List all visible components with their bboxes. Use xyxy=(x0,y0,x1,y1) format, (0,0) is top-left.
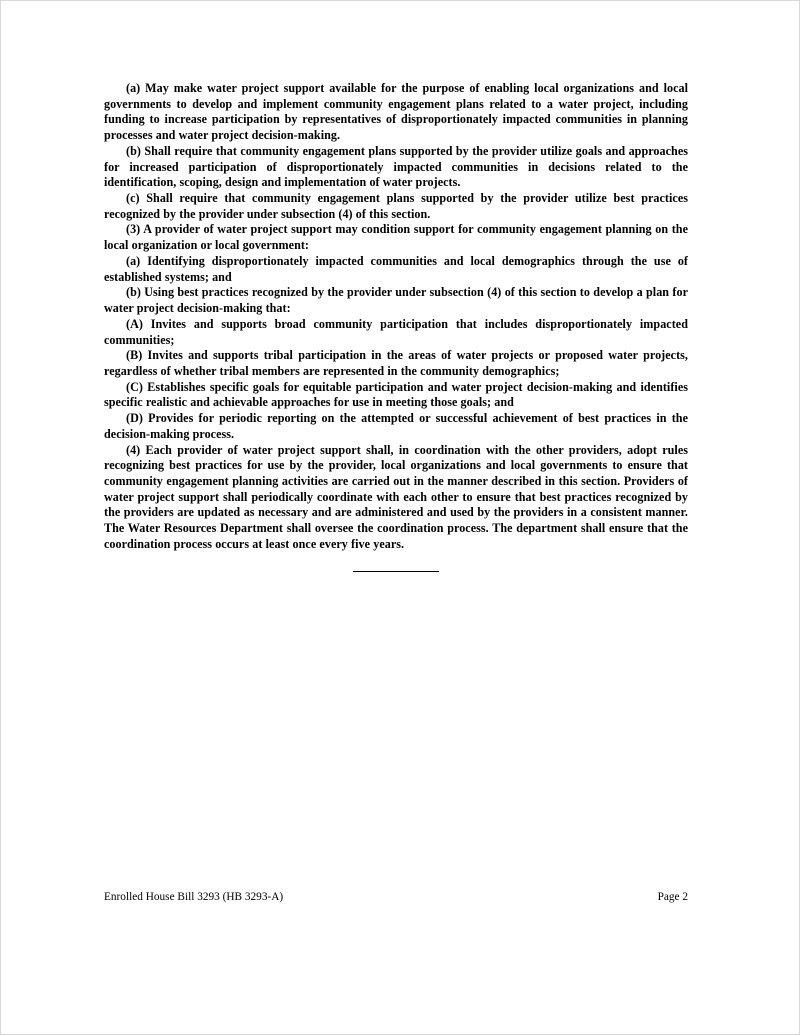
footer-bill-title: Enrolled House Bill 3293 (HB 3293-A) xyxy=(104,891,284,903)
paragraph: (b) Using best practices recognized by the provider under subsection (4) of this section to develop a plan for water project decision-making that: xyxy=(104,285,688,316)
paragraph: (D) Provides for periodic reporting on the attempted or successful achievement of best practices in the decision-making process. xyxy=(104,411,688,441)
footer-page-number: Page 2 xyxy=(657,891,688,903)
paragraph: (4) Each provider of water project support shall, in coordination with the other providers, adopt rules recognizing best practices for use by the provider, local organizations and local governments to ensure that community engagement planning activities are carried out in the manner described in this section. Providers of water project support shall periodically coordinate with each other to ensure that best practices recognized by the providers are updated as necessary and are administered and used by the providers in a consistent manner. The Water Resources Department shall oversee the coordination process. The department shall ensure that the coordination process occurs at least once every five years. xyxy=(104,442,688,551)
section-divider xyxy=(104,563,688,581)
paragraph: (a) Identifying disproportionately impacted communities and local demographics through the use of established systems; and xyxy=(104,253,688,284)
paragraph: (c) Shall require that community engagement plans supported by the provider utilize best practices recognized by the provider under subsection (4) of this section. xyxy=(104,191,688,221)
paragraph: (b) Shall require that community engagement plans supported by the provider utilize goals and approaches for increased participation of disproportionately impacted communities in decisions related to the identification, scoping, design and implementation of water projects. xyxy=(104,143,688,190)
paragraph: (A) Invites and supports broad community participation that includes disproportionately impacted communities; xyxy=(104,316,688,347)
paragraph: (C) Establishes specific goals for equitable participation and water project decision-making and identifies specific realistic and achievable approaches for use in meeting those goals; and xyxy=(104,379,688,410)
paragraph: (3) A provider of water project support may condition support for community engagement planning on the local organization or local government: xyxy=(104,222,688,253)
paragraph: (B) Invites and supports tribal participation in the areas of water projects or proposed water projects, regardless of whether tribal members are represented in the community demographics; xyxy=(104,348,688,378)
horizontal-rule xyxy=(353,571,439,572)
page-footer xyxy=(104,891,688,903)
document-body xyxy=(104,81,688,581)
paragraph: (a) May make water project support available for the purpose of enabling local organizations and local governments to develop and implement community engagement plans related to a water project, including funding to increase participation by representatives of disproportionately impacted communities in planning processes and water project decision-making. xyxy=(104,81,688,143)
